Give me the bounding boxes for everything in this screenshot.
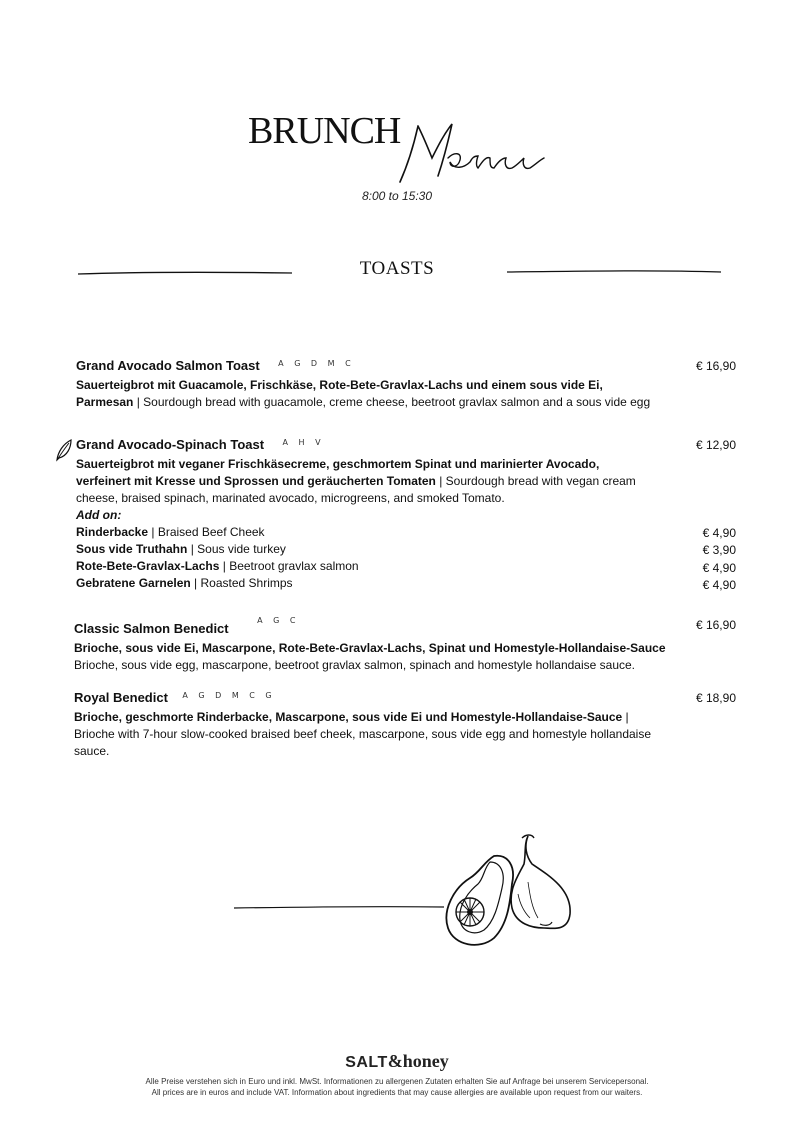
logo-ampersand: & <box>387 1051 403 1071</box>
item-description: Brioche, geschmorte Rinderbacke, Mascarpone, sous vide Ei und Homestyle-Hollandaise-Sauce | Brioche with 7-hour slow-cooked braised beef cheek, mascarpone, sous vide egg and homestyle hollandaise sauce. <box>74 710 652 758</box>
addon-name-en: Braised Beef Cheek <box>157 525 265 539</box>
menu-item <box>76 357 736 411</box>
addon-name-en: Beetroot gravlax salmon <box>229 559 359 573</box>
decorative-line <box>234 903 444 911</box>
item-description: Sauerteigbrot mit veganer Frischkäsecreme, geschmortem Spinat und marinierter Avocado, verfeinert mit Kresse und Sprossen und geräucherten Tomaten | Sourdough bread with vegan cream cheese, braised spinach, marinated avocado, microgreens, and smoked Tomato. <box>76 457 636 505</box>
item-price: € 16,90 <box>695 618 736 632</box>
description-en: Brioche, sous vide egg, mascarpone, beetroot gravlax salmon, spinach and homestyle hollandaise sauce. <box>74 658 635 672</box>
addon-name-en: Roasted Shrimps <box>200 576 293 590</box>
item-price: € 12,90 <box>695 438 736 452</box>
vegan-leaf-icon <box>54 438 74 462</box>
addon-row: Gebratene Garnelen | Roasted Shrimps € 4,90 <box>76 576 736 592</box>
addon-row: Rinderbacke | Braised Beef Cheek € 4,90 <box>76 525 736 540</box>
footer-note-de: Alle Preise verstehen sich in Euro und inkl. MwSt. Informationen zu allergenen Zutaten erhalten Sie auf Anfrage bei unserem Servicepersonal. <box>145 1077 649 1086</box>
item-name: Grand Avocado-Spinach Toast <box>76 437 265 452</box>
addon-name-de: Rinderbacke <box>76 525 149 539</box>
addon-price: € 4,90 <box>702 526 736 540</box>
description-en: Sourdough bread with vegan cream cheese, braised spinach, marinated avocado, microgreens, and smoked Tomato. <box>76 474 636 505</box>
description-de: Brioche, sous vide Ei, Mascarpone, Rote-Bete-Gravlax-Lachs, Spinat und Homestyle-Hollandaise-Sauce <box>74 641 666 655</box>
menu-item <box>74 616 736 674</box>
description-en: Sourdough bread with guacamole, creme cheese, beetroot gravlax salmon and a sous vide egg <box>143 395 651 409</box>
addon-row: Sous vide Truthahn | Sous vide turkey € 3,90 <box>76 542 736 557</box>
description-de: Brioche, geschmorte Rinderbacke, Mascarpone, sous vide Ei und Homestyle-Hollandaise-Sauce <box>74 710 623 724</box>
addon-row: Rote-Bete-Gravlax-Lachs | Beetroot gravlax salmon € 4,90 <box>76 559 736 575</box>
section-title: TOASTS <box>359 258 435 279</box>
footer-note-en: All prices are in euros and include VAT. Information about ingredients that may cause allergies are available upon request from our waiters. <box>151 1088 643 1097</box>
item-description <box>74 640 674 674</box>
description-en: Brioche with 7-hour slow-cooked braised beef cheek, mascarpone, sous vide egg and homestyle hollandaise sauce. <box>74 727 652 758</box>
logo-salt: SALT <box>345 1054 388 1071</box>
allergen-codes: A G C <box>257 616 300 625</box>
description-de: Sauerteigbrot mit veganer Frischkäsecreme, geschmortem Spinat und marinierter Avocado, verfeinert mit Kresse und Sprossen und geräucherten Tomaten <box>76 457 600 488</box>
allergen-codes: A G D M C G <box>182 691 276 700</box>
addon-price: € 4,90 <box>702 578 736 592</box>
item-price: € 16,90 <box>695 359 736 373</box>
addon-name-de: Gebratene Garnelen <box>76 576 191 590</box>
item-name: Royal Benedict <box>74 690 168 705</box>
opening-hours: 8:00 to 15:30 <box>361 189 433 203</box>
addon-price: € 3,90 <box>702 543 736 557</box>
item-name: Grand Avocado Salmon Toast <box>76 358 260 373</box>
addon-name-en: Sous vide turkey <box>197 542 286 556</box>
addon-name-de: Sous vide Truthahn <box>76 542 188 556</box>
allergen-codes: A H V <box>282 438 325 447</box>
fig-illustration <box>440 832 580 952</box>
description-de: Sauerteigbrot mit Guacamole, Frischkäse, Rote-Bete-Gravlax-Lachs und einem sous vide Ei, Parmesan <box>76 378 603 409</box>
menu-item <box>76 436 736 592</box>
menu-script-lettering <box>388 118 558 190</box>
addon-name-de: Rote-Bete-Gravlax-Lachs <box>76 559 220 573</box>
brand-title: BRUNCH <box>248 110 401 152</box>
menu-item <box>74 689 736 760</box>
footer-logo <box>0 1051 794 1072</box>
item-description: Sauerteigbrot mit Guacamole, Frischkäse, Rote-Bete-Gravlax-Lachs und einem sous vide Ei, Parmesan | Sourdough bread with guacamole, creme cheese, beetroot gravlax salmon and a sous vide egg <box>76 378 651 409</box>
allergen-codes: A G D M C <box>278 359 355 368</box>
item-name: Classic Salmon Benedict <box>74 621 229 636</box>
addon-heading: Add on: <box>76 508 122 522</box>
section-divider-right <box>507 269 721 275</box>
item-price: € 18,90 <box>695 691 736 705</box>
logo-honey: honey <box>402 1051 449 1071</box>
addon-price: € 4,90 <box>702 561 736 575</box>
